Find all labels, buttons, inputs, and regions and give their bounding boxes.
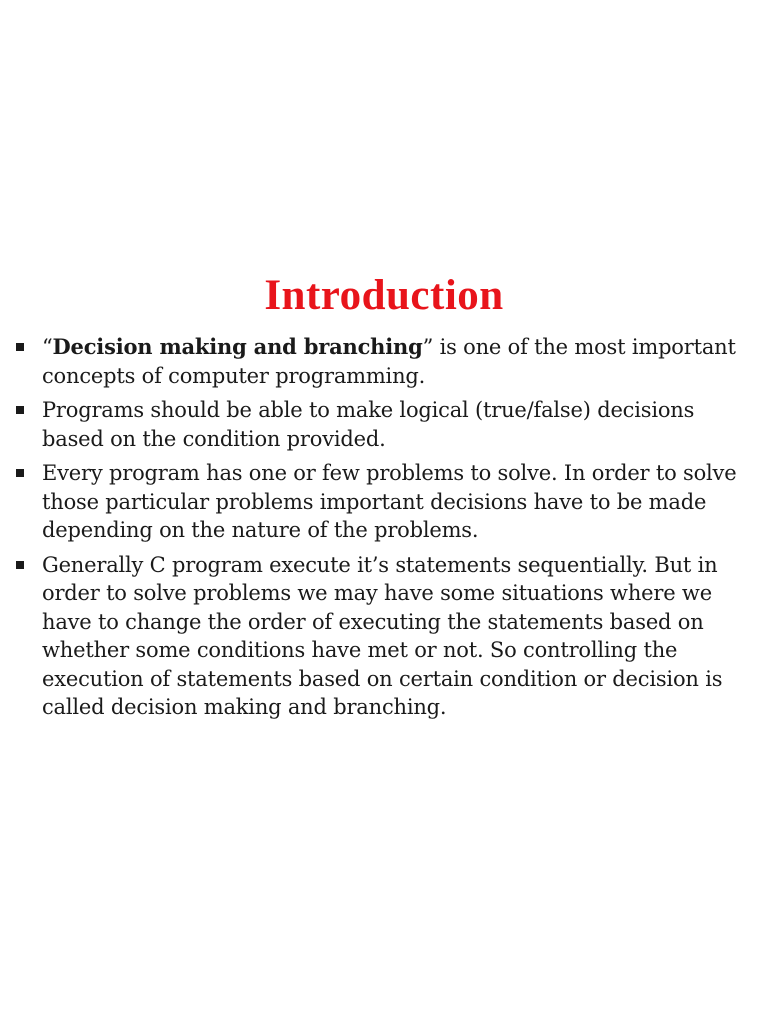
quote-open: “ xyxy=(42,335,53,359)
bullet-item-3 xyxy=(14,459,762,545)
bullet-text: Generally C program execute it’s statements sequentially. But in order to solve problems we may have some situations where we have to change the order of executing the statements based on whether some conditions have met or not. So controlling the execution of statements based on certain condition or decision is called decision making and branching. xyxy=(42,552,723,719)
slide-title: Introduction xyxy=(264,272,504,319)
bullet-item-1 xyxy=(14,333,762,390)
bullet-text xyxy=(42,335,736,388)
bullet-list xyxy=(14,333,762,728)
bullet-text: Every program has one or few problems to solve. In order to solve those particular problems important decisions have to be made depending on the nature of the problems. xyxy=(42,461,737,542)
bullet-item-4 xyxy=(14,551,762,722)
square-bullet-icon xyxy=(16,406,24,414)
square-bullet-icon xyxy=(16,343,24,351)
square-bullet-icon xyxy=(16,561,24,569)
bullet-text: Programs should be able to make logical (true/false) decisions based on the condition provided. xyxy=(42,398,695,451)
bullet-rest: ” is one of the most important concepts of computer programming. xyxy=(42,335,736,388)
bullet-emphasis: Decision making and branching xyxy=(52,334,423,359)
square-bullet-icon xyxy=(16,469,24,477)
bullet-item-2 xyxy=(14,396,762,453)
